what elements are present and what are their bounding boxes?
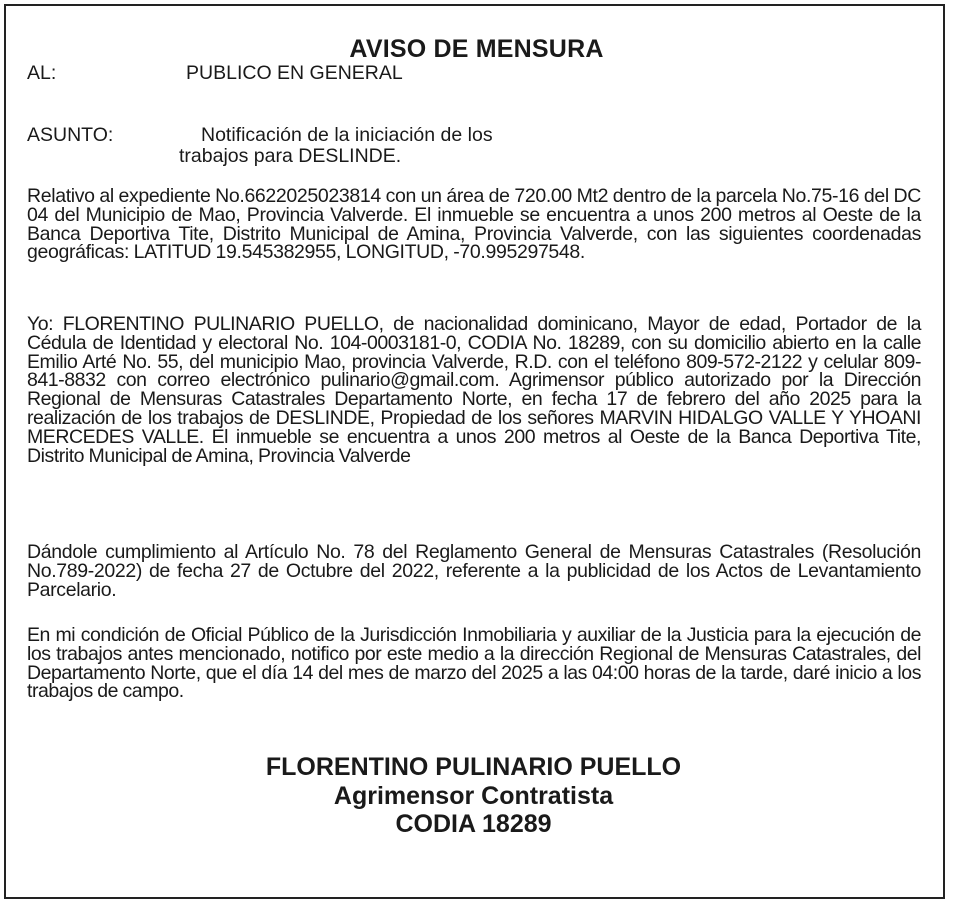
paragraph-surveyor: Yo: FLORENTINO PULINARIO PUELLO, de nacionalidad dominicano, Mayor de edad, Portador de la Cédula de Identidad y electoral No. 104-0003181-0, CODIA No. 18289, con su domicilio abierto en la calle Emilio Arté No. 55, del municipio Mao, provincia Valverde, R.D. con el teléfono 809-572-2122 y celular 809-841-8832 con correo electrónico pulinario@gmail.com. Agrimensor público autorizado por la Dirección Regional de Mensuras Catastrales Departamento Norte, en fecha 17 de febrero del año 2025 para la realización de los trabajos de DESLINDE, Propiedad de los señores MARVIN HIDALGO VALLE Y YHOANI MERCEDES VALLE. El inmueble se encuentra a unos 200 metros al Oeste de la Banca Deportiva Tite, Distrito Municipal de Amina, Provincia Valverde	[27, 313, 921, 467]
signature-role: Agrimensor Contratista	[333, 782, 614, 810]
notice-title: AVISO DE MENSURA	[349, 35, 604, 63]
signature-name: FLORENTINO PULINARIO PUELLO	[265, 753, 682, 781]
subject-line-1: Notificación de la iniciación de los	[201, 124, 493, 146]
subject-label: ASUNTO:	[27, 124, 114, 146]
paragraph-expediente: Relativo al expediente No.6622025023814 con un área de 720.00 Mt2 dentro de la parcela No.75-16 del DC 04 del Municipio de Mao, Provincia Valverde. El inmueble se encuentra a unos 200 metros al Oeste de la Banca Deportiva Tite, Distrito Municipal de Amina, Provincia Valverde, con las siguientes coordenadas geográficas: LATITUD 19.545382955, LONGITUD, -70.995297548.	[27, 185, 921, 264]
paragraph-notification: En mi condición de Oficial Público de la Jurisdicción Inmobiliaria y auxiliar de la Justicia para la ejecución de los trabajos antes mencionado, notifico por este medio a la dirección Regional de Mensuras Catastrales, del Departamento Norte, que el día 14 del mes de marzo del 2025 a las 04:00 horas de la tarde, daré inicio a los trabajos de campo.	[27, 624, 921, 703]
to-value: PUBLICO EN GENERAL	[186, 62, 403, 84]
subject-line-2: trabajos para DESLINDE.	[179, 145, 402, 167]
to-label: AL:	[27, 62, 57, 84]
signature-codia: CODIA 18289	[395, 810, 552, 838]
paragraph-regulation: Dándole cumplimiento al Artículo No. 78 del Reglamento General de Mensuras Catastrales (Resolución No.789-2022) de fecha 27 de Octubre del 2022, referente a la publicidad de los Actos de Levantamiento Parcelario.	[27, 541, 921, 601]
